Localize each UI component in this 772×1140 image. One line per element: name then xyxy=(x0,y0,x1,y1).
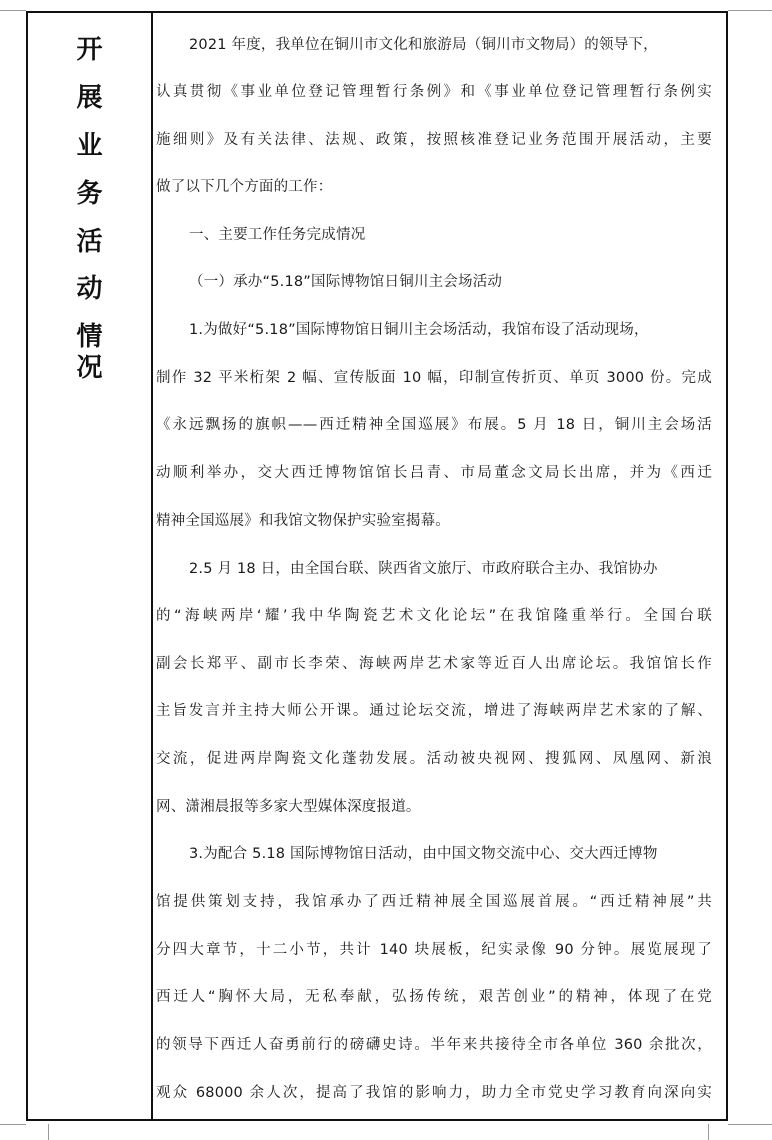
body-line: 网、潇湘晨报等多家大型媒体深度报道。 xyxy=(156,799,421,815)
body-line: 主旨发言并主持大师公开课。通过论坛交流，增进了海峡两岸艺术家的了解、 xyxy=(156,703,712,719)
crop-mark-bottom-left-v xyxy=(48,1124,49,1140)
body-line: 精神全国巡展》和我馆文物保护实验室揭幕。 xyxy=(156,513,450,529)
body-line: 馆提供策划支持，我馆承办了西迁精神展全国巡展首展。“西迁精神展”共 xyxy=(156,894,712,910)
body-line: 1.为做好“5.18”国际博物馆日铜川主会场活动，我馆布设了活动现场， xyxy=(189,322,649,338)
content-cell xyxy=(156,13,712,1119)
section-heading: 一、主要工作任务完成情况 xyxy=(189,227,366,243)
crop-mark-top-left xyxy=(0,10,26,11)
body-line: 的“海峡两岸‘耀’我中华陶瓷艺术文化论坛”在我馆隆重举行。全国台联 xyxy=(156,608,712,624)
body-line: 动顺利举办，交大西迁博物馆馆长吕青、市局董念文局长出席，并为《西迁 xyxy=(156,465,712,481)
body-line: 做了以下几个方面的工作： xyxy=(156,179,333,195)
body-line: 施细则》及有关法律、法规、政策，按照核准登记业务范围开展活动，主要 xyxy=(156,132,712,148)
row-label-char: 业 xyxy=(76,131,103,161)
row-label-char: 情 xyxy=(76,322,103,352)
row-label-char: 开 xyxy=(76,35,103,65)
crop-mark-top-right xyxy=(728,10,772,11)
row-label-char: 动 xyxy=(76,274,103,304)
column-divider xyxy=(151,13,153,1119)
body-line: 《永远飘扬的旗帜——西迁精神全国巡展》布展。5 月 18 日，铜川主会场活 xyxy=(156,417,712,433)
body-line: 认真贯彻《事业单位登记管理暂行条例》和《事业单位登记管理暂行条例实 xyxy=(156,84,712,100)
body-line: 2021 年度，我单位在铜川市文化和旅游局（铜川市文物局）的领导下， xyxy=(189,37,658,53)
row-label-char: 展 xyxy=(76,83,103,113)
body-line: 副会长郑平、副市长李荣、海峡两岸艺术家等近百人出席论坛。我馆馆长作 xyxy=(156,656,712,672)
body-line: 制作 32 平米桁架 2 幅、宣传版面 10 幅，印制宣传折页、单页 3000 份。完成 xyxy=(156,370,712,386)
row-label-cell xyxy=(28,13,151,1119)
body-line: 3.为配合 5.18 国际博物馆日活动，由中国文物交流中心、交大西迁博物 xyxy=(189,846,658,862)
body-line: 2.5 月 18 日，由全国台联、陕西省文旅厅、市政府联合主办、我馆协办 xyxy=(189,561,658,577)
body-line: 分四大章节，十二小节，共计 140 块展板，纪实录像 90 分钟。展览展现了 xyxy=(156,942,712,958)
row-label-char: 况 xyxy=(76,353,103,383)
form-table xyxy=(26,11,728,1121)
row-label-char: 活 xyxy=(76,227,103,257)
crop-mark-bottom-right-v xyxy=(708,1124,709,1140)
crop-mark-bottom-left-h xyxy=(0,1124,26,1125)
crop-mark-bottom-right-h xyxy=(728,1124,772,1125)
body-line: 西迁人“胸怀大局，无私奉献，弘扬传统，艰苦创业”的精神，体现了在党 xyxy=(156,989,712,1005)
row-label-char: 务 xyxy=(76,179,103,209)
subsection-heading: （一）承办“5.18”国际博物馆日铜川主会场活动 xyxy=(189,274,503,290)
body-line: 交流，促进两岸陶瓷文化蓬勃发展。活动被央视网、搜狐网、凤凰网、新浪 xyxy=(156,751,712,767)
body-line: 观众 68000 余人次，提高了我馆的影响力，助力全市党史学习教育向深向实 xyxy=(156,1085,712,1101)
body-line: 的领导下西迁人奋勇前行的磅礴史诗。半年来共接待全市各单位 360 余批次， xyxy=(156,1037,712,1053)
